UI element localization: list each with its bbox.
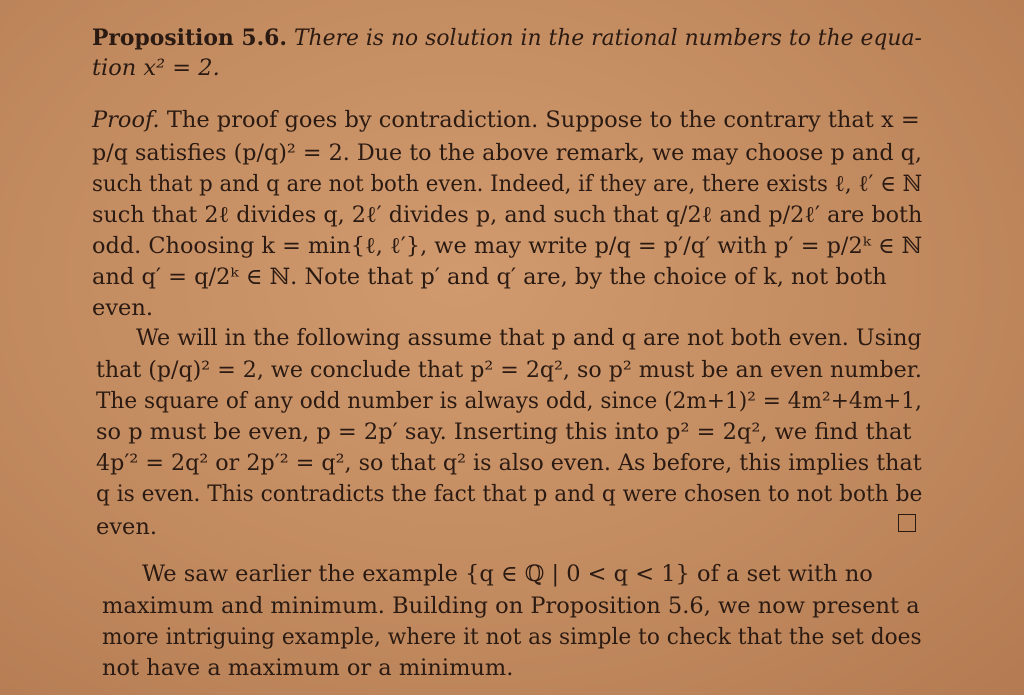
proof-line-5: odd. Choosing k = min{ℓ, ℓ′}, we may write p/q = p′/q′ with p′ = p/2ᵏ ∈ ℕ bbox=[92, 233, 923, 259]
qed-square-icon bbox=[898, 514, 916, 532]
proposition-line-2: tion x² = 2. bbox=[92, 55, 220, 81]
proof-line-4: such that 2ℓ divides q, 2ℓ′ divides p, and such that q/2ℓ and p/2ℓ′ are both bbox=[92, 202, 923, 228]
closing-line-1: We saw earlier the example {q ∈ ℚ | 0 < q < 1} of a set with no bbox=[142, 561, 873, 587]
proof-line-1 bbox=[92, 106, 920, 134]
proof-para2-line-5: 4p′² = 2q² or 2p′² = q², so that q² is also even. As before, this implies that bbox=[96, 450, 922, 476]
proof-para2-line-6: q is even. This contradicts the fact that p and q were chosen to not both be bbox=[96, 481, 923, 507]
proof-para2-line-2: that (p/q)² = 2, we conclude that p² = 2q², so p² must be an even number. bbox=[96, 357, 922, 383]
proof-para2-line-4: so p must be even, p = 2p′ say. Inserting this into p² = 2q², we find that bbox=[96, 419, 912, 445]
closing-line-2: maximum and minimum. Building on Proposition 5.6, we now present a bbox=[102, 593, 920, 619]
proof-label: Proof. bbox=[92, 107, 160, 133]
proposition-statement-1: There is no solution in the rational numbers to the equa- bbox=[293, 25, 922, 51]
proof-para2-line-3: The square of any odd number is always odd, since (2m+1)² = 4m²+4m+1, bbox=[96, 388, 922, 414]
proposition-line-1 bbox=[92, 24, 922, 52]
proposition-label: Proposition 5.6. bbox=[92, 25, 287, 51]
proof-para2-line-1: We will in the following assume that p and q are not both even. Using bbox=[136, 325, 922, 351]
closing-line-3: more intriguing example, where it not as simple to check that the set does bbox=[102, 624, 922, 650]
proof-para2-line-7: even. bbox=[96, 514, 157, 540]
proof-line-2: p/q satisfies (p/q)² = 2. Due to the above remark, we may choose p and q, bbox=[92, 140, 922, 166]
proof-line-7: even. bbox=[92, 295, 153, 321]
closing-line-4: not have a maximum or a minimum. bbox=[102, 655, 514, 681]
proof-line-6: and q′ = q/2ᵏ ∈ ℕ. Note that p′ and q′ are, by the choice of k, not both bbox=[92, 264, 887, 290]
proof-line-1-text: The proof goes by contradiction. Suppose to the contrary that x = bbox=[166, 107, 920, 133]
proof-line-3: such that p and q are not both even. Indeed, if they are, there exists ℓ, ℓ′ ∈ ℕ bbox=[92, 171, 923, 197]
